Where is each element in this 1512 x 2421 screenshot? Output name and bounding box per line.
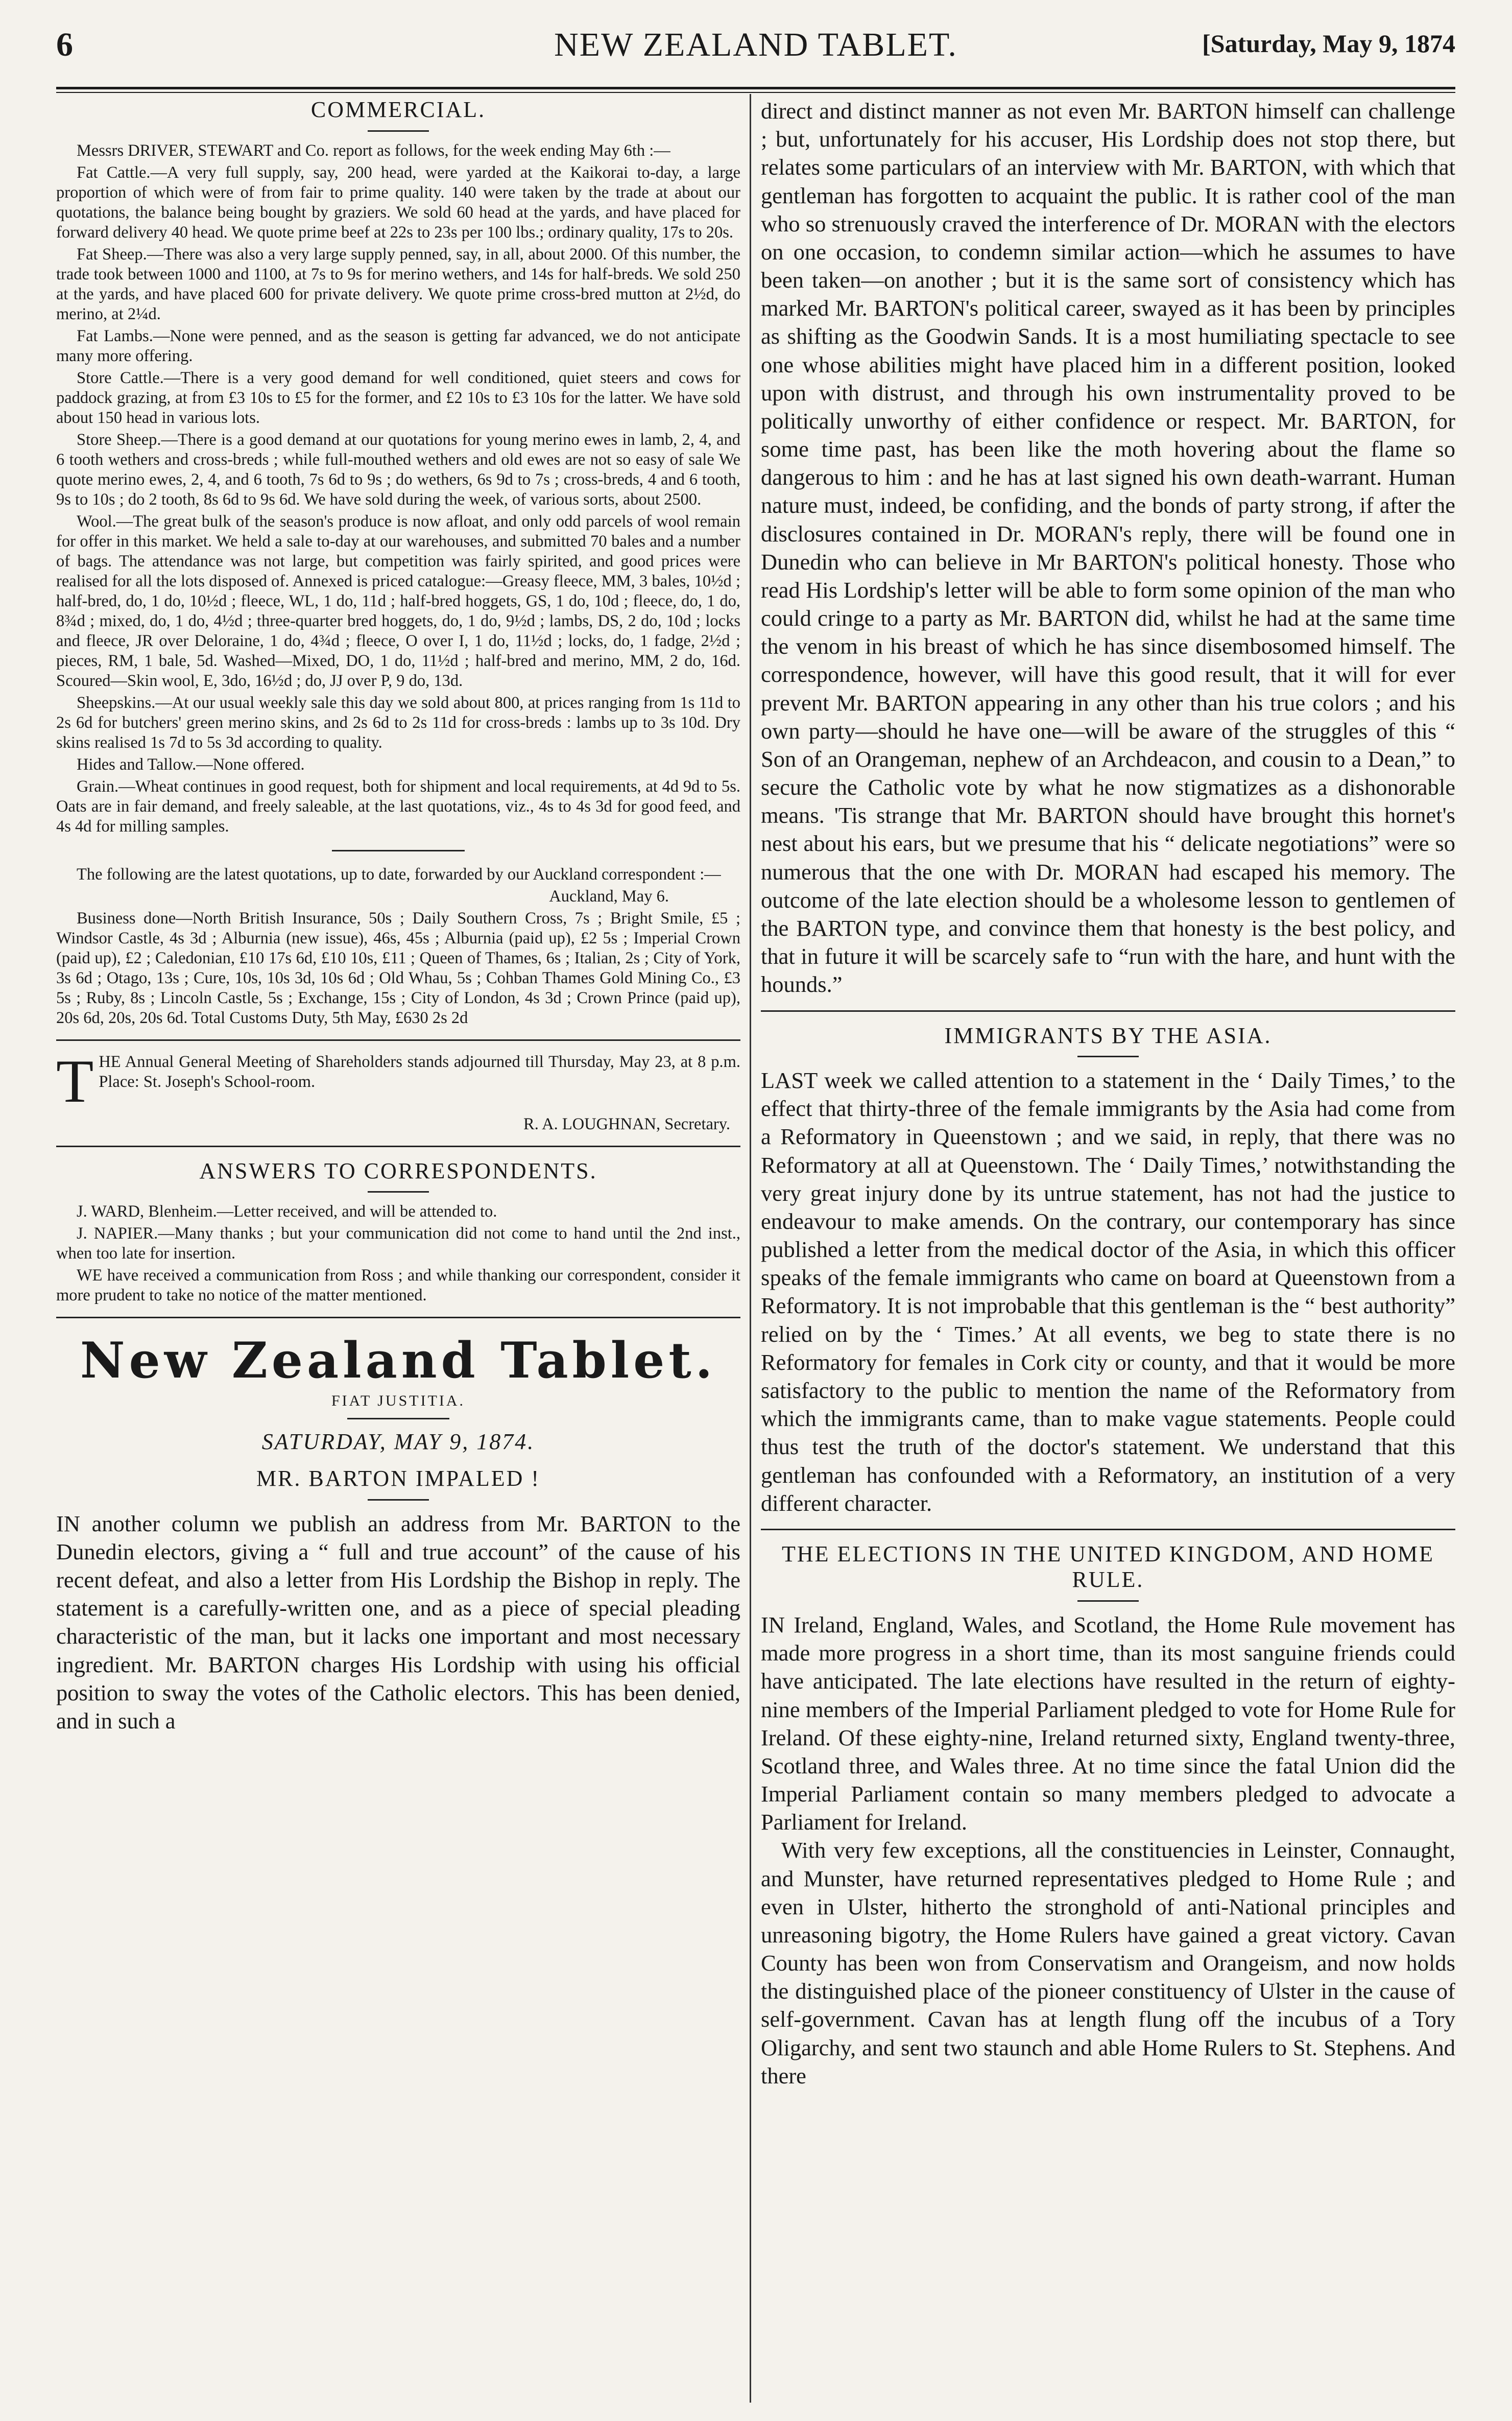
section-rule: [56, 1146, 740, 1147]
answers-section: [56, 1158, 740, 1306]
immigrants-paragraph: LAST week we called attention to a statement in the ‘ Daily Times,’ to the effect that thirty-three of the female immigrants by the Asia had come from a Reformatory in Queenstown ; and we said, in reply, that there was no Reformatory at all at Queenstown. The ‘ Daily Times,’ notwithstanding the very great injury done by its untrue statement, has not had the justice to endeavour to make amends. On the contrary, our contemporary has since published a letter from the medical doctor of the Asia, in which this officer speaks of the female immigrants who came on board at Queenstown from a Reformatory. It is not improbable that this gentleman is the “ best authority” relied on by the ‘ Times.’ At all events, we beg to state there is no Reformatory for females in Cork city or county, and that it would be more satisfactory to the public to mention the name of the Reformatory from which the immigrants came, than to make vague statements. People could thus test the truth of the doctor's statement. We understand that this gentleman has confounded with a Reformatory, an institution of a very different character.: [761, 1067, 1455, 1516]
answer-item: J. NAPIER.—Many thanks ; but your communication did not come to hand until the 2nd inst., when too late for insertion.: [56, 1224, 740, 1263]
masthead-rule: [56, 87, 1455, 89]
commercial-paragraph: Wool.—The great bulk of the season's produce is now afloat, and only odd parcels of wool remain for offer in this market. We held a sale to-day at our warehouses, and submitted 70 bales and a number of bags. The attendance was not large, but competition was fairly spirited, and good prices were realised for all the lots disposed of. Annexed is priced catalogue:—Greasy fleece, MM, 3 bales, 10½d ; half-bred, do, 1 do, 10½d ; fleece, WL, 1 do, 11d ; half-bred hoggets, GS, 1 do, 10d ; fleece, do, 1 do, 8¾d ; mixed, do, 1 do, 4½d ; three-quarter bred hoggets, do, 1 do, 9½d ; lambs, DS, 2 do, 10d ; locks and fleece, JR over Deloraine, 1 do, 4¾d ; fleece, O over I, 1 do, 11½d ; locks, do, 1 fadge, 2½d ; pieces, RM, 1 bale, 5d. Washed—Mixed, DO, 1 do, 11½d ; half-bred and merino, MM, 2 do, 16d. Scoured—Skin wool, E, 3do, 16½d ; do, JJ over P, 9 do, 13d.: [56, 512, 740, 690]
commercial-section: [56, 97, 740, 1028]
heading-rule: [368, 1191, 429, 1193]
masthead: [56, 26, 1455, 82]
commercial-paragraph: Store Cattle.—There is a very good demand for well conditioned, quiet steers and cows for paddock grazing, at from £3 10s to £5 for the former, and £2 10s to £3 10s for the latter. We have sold about 150 head in various lots.: [56, 368, 740, 427]
commercial-paragraph: Hides and Tallow.—None offered.: [77, 755, 305, 774]
left-column: [56, 97, 740, 2411]
answer-item: J. WARD, Blenheim.—Letter received, and will be attended to.: [77, 1202, 497, 1221]
commercial-paragraph: Fat Sheep.—There was also a very large supply penned, say, in all, about 2000. Of this number, the trade took between 1000 and 1100, at 7s to 9s for merino wethers, and 14s for half-breds. We sold 250 at the yards, and have placed 600 for private delivery. We quote prime cross-bred mutton at 2½d, do merino, at 2¼d.: [56, 245, 740, 323]
issue-date: [Saturday, May 9, 1874: [1202, 29, 1455, 58]
section-rule: [761, 1529, 1455, 1530]
heading-rule: [1077, 1056, 1139, 1057]
barton-body-right: [761, 97, 1455, 999]
heading-rule: [1077, 1600, 1139, 1602]
elections-article: [761, 1541, 1455, 2090]
auckland-intro: The following are the latest quotations, up to date, forwarded by our Auckland correspondent :—: [77, 865, 721, 884]
barton-paragraph-continued: direct and distinct manner as not even Mr. BARTON himself can challenge ; but, unfortunately for his accuser, His Lordship does not stop there, but relates some particulars of an interview with Mr. BARTON, with which that gentleman has forgotten to acquaint the public. It is rather cool of the man who so strenuously craved the interference of Dr. MORAN with the electors on one occasion, to condemn similar action—which he assumes to have been taken—on another ; but it is the same sort of consistency which has marked Mr. BARTON's political career, swayed as it has been by principles as shifting as the Goodwin Sands. It is a most humiliating spectacle to see one whose abilities might have placed him in a different position, looked upon with distrust, and through his own instrumentality proved to be politically unworthy of either confidence or respect. Mr. BARTON, for some time past, has been like the moth hovering about the flame so dangerous to him : and he has at last signed his own death-warrant. Human nature must, indeed, be confiding, and the bonds of party strong, if after the disclosures contained in Dr. MORAN's reply, there will be found one in Dunedin who can believe in Mr BARTON's political honesty. Those who read His Lordship's letter will be able to form some opinion of the man who could cringe to a party as Mr. BARTON did, whilst he had at the same time the venom in his breast of which he has since disembosomed himself. The correspondence, however, will have this good result, that it will for ever prevent Mr. BARTON appearing in any other than his true colors ; and his own party—should he have one—will be aware of the struggles of this “ Son of an Orangeman, nephew of an Archdeacon, and cousin to a Dean,” to secure the Catholic vote by what he now stigmatizes as a dishonorable means. 'Tis strange that Mr. BARTON should have brought this hornet's nest about his ears, but we presume that his “ delicate negotiations” were so numerous that the one with Dr. MORAN had escaped his memory. The outcome of the late election should be a wholesome lesson to gentlemen of the BARTON type, and convince them that honesty is the best policy, and that in future it will be scarcely safe to “run with the hare, and hunt with the hounds.”: [761, 98, 1455, 998]
section-rule: [761, 1010, 1455, 1012]
commercial-body: [56, 141, 740, 837]
auckland-dateline: Auckland, May 6.: [549, 887, 669, 906]
masthead-rule-thin: [56, 92, 1455, 93]
notice-dropcap: T: [56, 1052, 94, 1107]
answers-heading: ANSWERS TO CORRESPONDENTS.: [199, 1158, 597, 1183]
elections-heading: THE ELECTIONS IN THE UNITED KINGDOM, AND HOME RULE.: [781, 1541, 1435, 1593]
newspaper-title: NEW ZEALAND TABLET.: [554, 26, 957, 63]
auckland-quotations: [56, 865, 740, 1028]
tablet-date: SATURDAY, MAY 9, 1874.: [261, 1429, 535, 1455]
heading-rule: [368, 1499, 429, 1501]
auckland-body: Business done—North British Insurance, 50s ; Daily Southern Cross, 7s ; Bright Smile, £5 ; Windsor Castle, 4s 3d ; Alburnia (new issue), 46s, 45s ; Alburnia (paid up), £2 5s ; Imperial Crown (paid up), £2 ; Caledonian, £10 17s 6d, £10 10s, £11 ; Queen of Thames, 6s ; Italian, 2s ; City of York, 3s 6d ; Otago, 13s ; Cure, 10s, 10s 3d, 10s 6d ; Old Whau, 5s ; Cohban Thames Gold Mining Co., £3 5s ; Ruby, 8s ; Lincoln Castle, 5s ; Exchange, 15s ; City of London, 4s 3d ; Crown Prince (paid up), 20s 6d, 20s, 20s 6d. Total Customs Duty, 5th May, £630 2s 2d: [56, 909, 740, 1027]
commercial-paragraph: Sheepskins.—At our usual weekly sale this day we sold about 800, at prices ranging from 1s 11d to 2s 6d for butchers' green merino skins, and 2s 6d to 2s 11d for cross-breds : lambs up to 3s 10d. Dry skins realised 1s 7d to 5s 3d according to quality.: [56, 693, 740, 752]
column-divider: [750, 94, 751, 2403]
commercial-paragraph: Fat Lambs.—None were penned, and as the season is getting far advanced, we do not anticipate many more offering.: [56, 326, 740, 365]
right-column: [761, 97, 1455, 2411]
section-rule: [56, 1317, 740, 1318]
tablet-nameplate: [56, 1332, 740, 1455]
elections-paragraph: With very few exceptions, all the constituencies in Leinster, Connaught, and Munster, have returned representatives pledged to Home Rule ; and even in Ulster, hitherto the stronghold of anti-National principles and unreasoning bigotry, the Home Rulers have gained a great victory. Cavan County has been won from Conservatism and Orangeism, and now holds the distinguished place of the pioneer constituency of Ulster in the cause of self-government. Cavan has at length flung off the incubus of a Tory Oligarchy, and sent two staunch and able Home Rulers to St. Stephens. And there: [761, 1837, 1455, 2088]
elections-body: [761, 1611, 1455, 2090]
tablet-name: New Zealand Tablet.: [80, 1332, 717, 1390]
answer-item: WE have received a communication from Ross ; and while thanking our correspondent, consider it more prudent to take no notice of the matter mentioned.: [56, 1266, 740, 1305]
answers-body: [56, 1202, 740, 1306]
commercial-paragraph: Messrs DRIVER, STEWART and Co. report as follows, for the week ending May 6th :—: [77, 141, 670, 160]
notice-text: HE Annual General Meeting of Shareholders stands adjourned till Thursday, May 23, at 8 p.m. Place: St. Joseph's School-room.: [99, 1052, 740, 1091]
barton-heading: MR. BARTON IMPALED !: [256, 1466, 541, 1491]
notice-text-wrapper: [56, 1052, 740, 1107]
immigrants-article: [761, 1023, 1455, 1517]
heading-rule: [368, 130, 429, 132]
barton-article: [56, 1466, 740, 1735]
barton-paragraph: IN another column we publish an address from Mr. BARTON to the Dunedin electors, giving a “ full and true account” of the cause of his recent defeat, and also a letter from His Lordship the Bishop in reply. The statement is a carefully-written one, and as a piece of special pleading characteristic of the man, but it lacks one important and most necessary ingredient. Mr. BARTON charges His Lordship with using his official position to sway the votes of the Catholic electors. This has been denied, and in such a: [56, 1510, 740, 1734]
barton-body-left: [56, 1510, 740, 1735]
commercial-paragraph: Store Sheep.—There is a good demand at our quotations for young merino ewes in lamb, 2, 4, and 6 tooth wethers and cross-breds ; while full-mouthed wethers and old ewes are not so easy of sale We quote merino ewes, 2, 4, and 6 tooth, 7s 6d to 9s ; do wethers, 6s 9d to 7s ; cross-breds, 4 and 6 tooth, 9s to 10s ; do 2 tooth, 8s 6d to 9s 6d. We have sold during the week, of various sorts, about 2500.: [56, 430, 740, 509]
section-rule: [56, 1039, 740, 1041]
section-rule: [332, 850, 465, 851]
nameplate-rule: [347, 1418, 449, 1419]
page-number: 6: [56, 26, 73, 63]
commercial-heading: COMMERCIAL.: [310, 97, 486, 122]
meeting-notice: [56, 1052, 740, 1134]
commercial-paragraph: Fat Cattle.—A very full supply, say, 200 head, were yarded at the Kaikorai to-day, a large proportion of which were of from fair to prime quality. 140 were taken by the trade at about our quotations, the balance being bought by graziers. We sold 60 head at the yards, and have placed for forward delivery 40 head. We quote prime beef at 22s to 23s per 100 lbs.; ordinary quality, 17s to 20s.: [56, 163, 740, 242]
tablet-motto: FIAT JUSTITIA.: [331, 1392, 466, 1410]
elections-paragraph: IN Ireland, England, Wales, and Scotland, the Home Rule movement has made more progress in a short time, than its most sanguine friends could have anticipated. The late elections have resulted in the return of eighty-nine members of the Imperial Parliament pledged to vote for Home Rule for Ireland. Of these eighty-nine, Ireland returned sixty, England twenty-three, Scotland three, and Wales three. At no time since the fatal Union did the Imperial Parliament contain so many members pledged to advocate a Parliament for Ireland.: [761, 1612, 1455, 1835]
commercial-paragraph: Grain.—Wheat continues in good request, both for shipment and local requirements, at 4d 9d to 5s. Oats are in fair demand, and freely saleable, at the last quotations, viz., 4s to 4s 3d for good feed, and 4s 4d for milling samples.: [56, 777, 740, 836]
notice-signature: R. A. LOUGHNAN, Secretary.: [523, 1114, 730, 1133]
immigrants-heading: IMMIGRANTS BY THE ASIA.: [944, 1023, 1272, 1048]
immigrants-body: [761, 1066, 1455, 1517]
